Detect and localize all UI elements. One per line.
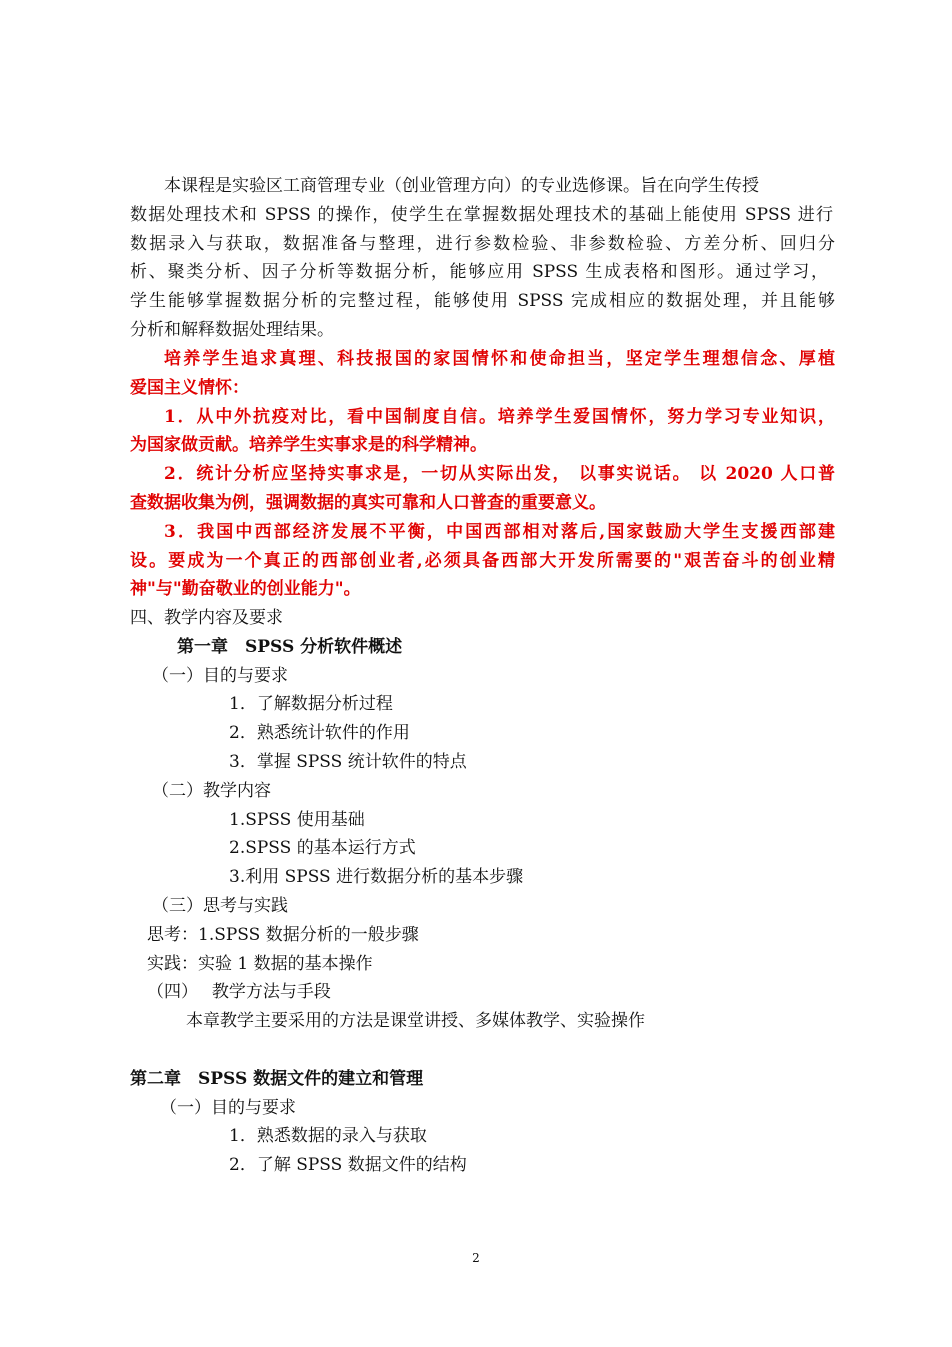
list-item: 1.SPSS 使用基础 <box>229 810 365 830</box>
intro-line: 本课程是实验区工商管理专业（创业管理方向）的专业选修课。旨在向学生传授 <box>164 176 759 196</box>
chapter-title: 第一章 SPSS 分析软件概述 <box>177 637 403 657</box>
subsection-heading: （三）思考与实践 <box>152 896 288 916</box>
ideology-line: 2．统计分析应坚持实事求是，一切从实际出发， 以事实说话。 以 2020 人口普 <box>164 464 835 484</box>
intro-line: 数据录入与获取，数据准备与整理，进行参数检验、非参数检验、方差分析、回归分 <box>130 234 835 254</box>
subsection-heading: （一）目的与要求 <box>152 666 288 686</box>
ideology-line: 查数据收集为例，强调数据的真实可靠和人口普查的重要意义。 <box>130 493 606 513</box>
practice-line: 实践：实验 1 数据的基本操作 <box>147 954 373 974</box>
list-item: 1．熟悉数据的录入与获取 <box>229 1126 427 1146</box>
subsection-heading: （二）教学内容 <box>152 781 271 801</box>
ideology-line: 爱国主义情怀： <box>130 378 249 398</box>
subsection-heading: （四） 教学方法与手段 <box>147 982 331 1002</box>
intro-line: 数据处理技术和 SPSS 的操作，使学生在掌握数据处理技术的基础上能使用 SPSS 进行 <box>130 205 833 225</box>
list-item: 2．了解 SPSS 数据文件的结构 <box>229 1155 467 1175</box>
list-item: 1．了解数据分析过程 <box>229 694 393 714</box>
list-item: 2.SPSS 的基本运行方式 <box>229 838 416 858</box>
section-heading: 四、教学内容及要求 <box>130 608 283 628</box>
intro-line: 分析和解释数据处理结果。 <box>130 320 334 340</box>
list-item: 3．掌握 SPSS 统计软件的特点 <box>229 752 467 772</box>
ideology-line: 设。要成为一个真正的西部创业者,必须具备西部大开发所需要的"艰苦奋斗的创业精 <box>130 551 835 571</box>
list-item: 3.利用 SPSS 进行数据分析的基本步骤 <box>229 867 524 887</box>
ideology-line: 为国家做贡献。培养学生实事求是的科学精神。 <box>130 435 487 455</box>
intro-line: 学生能够掌握数据分析的完整过程，能够使用 SPSS 完成相应的数据处理，并且能够 <box>130 291 835 311</box>
method-line: 本章教学主要采用的方法是课堂讲授、多媒体教学、实验操作 <box>186 1011 645 1031</box>
subsection-heading: （一）目的与要求 <box>160 1098 296 1118</box>
ideology-line: 培养学生追求真理、科技报国的家国情怀和使命担当，坚定学生理想信念、厚植 <box>164 349 835 369</box>
ideology-line: 1．从中外抗疫对比，看中国制度自信。培养学生爱国情怀，努力学习专业知识， <box>164 407 835 427</box>
ideology-line: 3．我国中西部经济发展不平衡，中国西部相对落后,国家鼓励大学生支援西部建 <box>164 522 835 542</box>
page-number: 2 <box>472 1251 480 1265</box>
list-item: 2．熟悉统计软件的作用 <box>229 723 410 743</box>
think-line: 思考：1.SPSS 数据分析的一般步骤 <box>147 925 419 945</box>
intro-line: 析、聚类分析、因子分析等数据分析，能够应用 SPSS 生成表格和图形。通过学习， <box>130 262 828 282</box>
ideology-line: 神"与"勤奋敬业的创业能力"。 <box>130 579 361 599</box>
chapter-title: 第二章 SPSS 数据文件的建立和管理 <box>130 1069 424 1089</box>
